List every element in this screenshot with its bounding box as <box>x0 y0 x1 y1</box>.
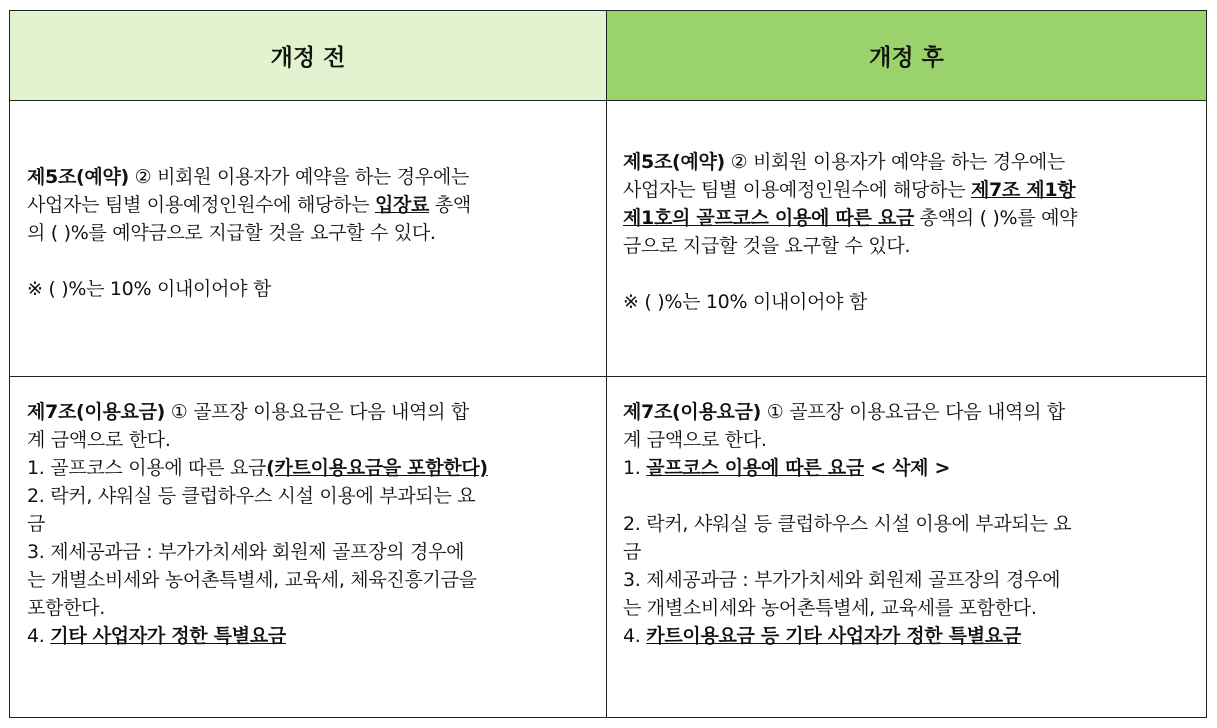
article7-before-line1-rest: ① 골프장 이용요금은 다음 내역의 합 <box>165 401 469 423</box>
article7-before-item1-underline: (카트이용요금을 포함한다) <box>266 457 488 479</box>
article7-before-item3-a: 3. 제세공과금 : 부가가치세와 회원제 골프장의 경우에 <box>27 541 465 563</box>
article7-before-item4-pre: 4. <box>27 625 51 647</box>
article5-after-line2-underline: 제7조 제1항 <box>970 179 1076 201</box>
article7-after-item1-pre: 1. <box>623 457 647 479</box>
article5-row <box>10 100 1206 377</box>
article5-before-line1-rest: ② 비회원 이용자가 예약을 하는 경우에는 <box>128 166 469 188</box>
article5-before-line2-pre: 사업자는 팀별 이용예정인원수에 해당하는 <box>27 194 375 216</box>
article7-after-cell <box>607 376 1206 717</box>
article7-after-item1 <box>623 454 1197 482</box>
article7-after-line2: 계 금액으로 한다. <box>623 429 767 451</box>
header-before-label: 개정 전 <box>270 45 346 71</box>
article5-before-note: ※ ( )%는 10% 이내이어야 함 <box>27 278 272 300</box>
article7-before-cell <box>10 376 607 717</box>
article7-after-item4-underline: 카트이용요금 등 기타 사업자가 정한 특별요금 <box>646 625 1021 647</box>
article7-before-item3-c: 포함한다. <box>27 597 105 619</box>
header-after <box>607 11 1206 100</box>
article5-before-line2-post: 총액 <box>429 194 471 216</box>
article5-after-title: 제5조(예약) <box>623 151 725 173</box>
article5-after-line3-underline: 제1호의 골프코스 이용에 따른 요금 <box>623 207 914 229</box>
spacer <box>623 260 1197 288</box>
article7-before-item2-a: 2. 락커, 샤워실 등 클럽하우스 시설 이용에 부과되는 요 <box>27 485 476 507</box>
article5-after-line3 <box>623 204 1197 232</box>
article5-before-line1 <box>27 163 595 191</box>
article5-before-title: 제5조(예약) <box>27 166 129 188</box>
article5-before-text <box>27 163 595 303</box>
spacer <box>27 247 595 275</box>
article7-before-title: 제7조(이용요금) <box>27 401 166 423</box>
article7-after-line1-rest: ① 골프장 이용요금은 다음 내역의 합 <box>761 401 1065 423</box>
article7-before-item4 <box>27 622 597 650</box>
article7-before-item1-pre: 1. 골프코스 이용에 따른 요금 <box>27 457 267 479</box>
article7-after-item3-a: 3. 제세공과금 : 부가가치세와 회원제 골프장의 경우에 <box>623 569 1061 591</box>
header-before <box>10 11 607 100</box>
article5-after-line4: 금으로 지급할 것을 요구할 수 있다. <box>623 235 911 257</box>
article7-after-item1-deleted: < 삭제 > <box>863 457 951 479</box>
article5-after-line1 <box>623 148 1197 176</box>
article7-row <box>10 376 1206 717</box>
spacer <box>623 482 1197 510</box>
article7-after-item4-pre: 4. <box>623 625 647 647</box>
comparison-table <box>9 10 1207 718</box>
article5-before-line2 <box>27 191 595 219</box>
article5-before-line3: 의 ( )%를 예약금으로 지급할 것을 요구할 수 있다. <box>27 222 436 244</box>
article7-before-line1 <box>27 398 597 426</box>
article7-after-text <box>623 398 1197 650</box>
article5-after-line1-rest: ② 비회원 이용자가 예약을 하는 경우에는 <box>724 151 1065 173</box>
header-row <box>10 11 1206 101</box>
header-after-label: 개정 후 <box>869 45 944 71</box>
article5-after-cell <box>607 100 1206 376</box>
article5-after-line2-pre: 사업자는 팀별 이용예정인원수에 해당하는 <box>623 179 971 201</box>
article7-after-item2-b: 금 <box>623 541 642 563</box>
article5-after-line3-post: 총액의 ( )%를 예약 <box>913 207 1078 229</box>
article5-after-note: ※ ( )%는 10% 이내이어야 함 <box>623 291 868 313</box>
article5-after-text <box>623 148 1197 316</box>
article7-before-text <box>27 398 597 650</box>
article7-before-item1 <box>27 454 597 482</box>
article7-after-item3-b: 는 개별소비세와 농어촌특별세, 교육세를 포함한다. <box>623 597 1037 619</box>
article7-before-item4-underline: 기타 사업자가 정한 특별요금 <box>50 625 286 647</box>
article7-after-line1 <box>623 398 1197 426</box>
article5-after-line2 <box>623 176 1197 204</box>
article7-before-item2-b: 금 <box>27 513 46 535</box>
article5-before-line2-underline: 입장료 <box>374 194 430 216</box>
article7-after-item1-underline: 골프코스 이용에 따른 요금 <box>646 457 864 479</box>
article7-after-item4 <box>623 622 1197 650</box>
article7-after-title: 제7조(이용요금) <box>623 401 762 423</box>
article7-before-line2: 계 금액으로 한다. <box>27 429 171 451</box>
article7-after-item2-a: 2. 락커, 샤워실 등 클럽하우스 시설 이용에 부과되는 요 <box>623 513 1072 535</box>
article7-before-item3-b: 는 개별소비세와 농어촌특별세, 교육세, 체육진흥기금을 <box>27 569 477 591</box>
article5-before-cell <box>10 100 607 376</box>
